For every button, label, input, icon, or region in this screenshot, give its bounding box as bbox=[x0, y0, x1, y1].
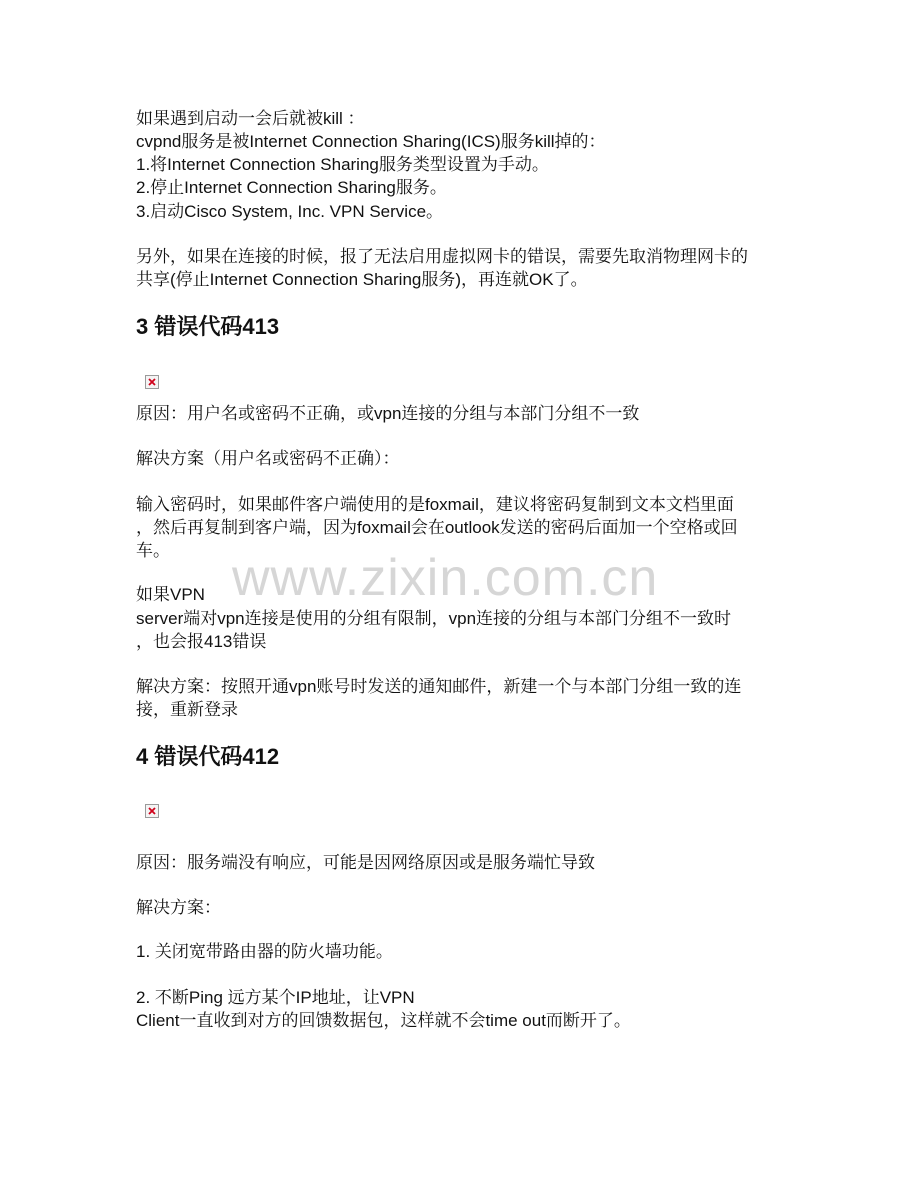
section-412-step-2-line-1: 2. 不断Ping 远方某个IP地址，让VPN bbox=[136, 988, 415, 1007]
intro-note-line-2: 共享(停止Internet Connection Sharing服务)，再连就OK了。 bbox=[136, 270, 588, 289]
intro-step-2: 2.停止Internet Connection Sharing服务。 bbox=[136, 178, 447, 197]
broken-image-icon bbox=[145, 804, 159, 818]
section-413-para1-line-3: 车。 bbox=[136, 541, 170, 560]
section-413-cause: 原因：用户名或密码不正确，或vpn连接的分组与本部门分组不一致 bbox=[136, 404, 640, 423]
section-413-solution-title: 解决方案（用户名或密码不正确）： bbox=[136, 449, 400, 468]
intro-line-1: 如果遇到启动一会后就被kill ： bbox=[136, 109, 365, 128]
section-413-para2-line-3: ，也会报413错误 bbox=[136, 632, 267, 651]
section-412-heading: 4 错误代码412 bbox=[136, 744, 280, 769]
section-413-heading: 3 错误代码413 bbox=[136, 314, 280, 339]
section-412-step-1: 1. 关闭宽带路由器的防火墙功能。 bbox=[136, 942, 393, 961]
intro-note-line-1: 另外，如果在连接的时候，报了无法启用虚拟网卡的错误，需要先取消物理网卡的 bbox=[136, 247, 748, 266]
section-413-para2-line-2: server端对vpn连接是使用的分组有限制，vpn连接的分组与本部门分组不一致时 bbox=[136, 609, 732, 628]
section-413-para3-line-1: 解决方案：按照开通vpn账号时发送的通知邮件，新建一个与本部门分组一致的连 bbox=[136, 677, 742, 696]
section-413-para2-line-1: 如果VPN bbox=[136, 585, 205, 604]
watermark: www.zixin.com.cn bbox=[232, 549, 659, 607]
intro-line-2: cvpnd服务是被Internet Connection Sharing(ICS)服务kill掉的： bbox=[136, 132, 606, 151]
section-413-para3-line-2: 接，重新登录 bbox=[136, 700, 238, 719]
section-412-cause: 原因：服务端没有响应，可能是因网络原因或是服务端忙导致 bbox=[136, 853, 595, 872]
section-413-para1-line-1: 输入密码时，如果邮件客户端使用的是foxmail，建议将密码复制到文本文档里面 bbox=[136, 495, 734, 514]
intro-step-3: 3.启动Cisco System, Inc. VPN Service。 bbox=[136, 202, 444, 221]
section-412-step-2-line-2: Client一直收到对方的回馈数据包，这样就不会time out而断开了。 bbox=[136, 1011, 631, 1030]
broken-image-icon bbox=[145, 375, 159, 389]
intro-step-1: 1.将Internet Connection Sharing服务类型设置为手动。 bbox=[136, 155, 549, 174]
section-412-solution-title: 解决方案： bbox=[136, 898, 221, 917]
section-413-para1-line-2: ，然后再复制到客户端，因为foxmail会在outlook发送的密码后面加一个空格或回 bbox=[136, 518, 738, 537]
